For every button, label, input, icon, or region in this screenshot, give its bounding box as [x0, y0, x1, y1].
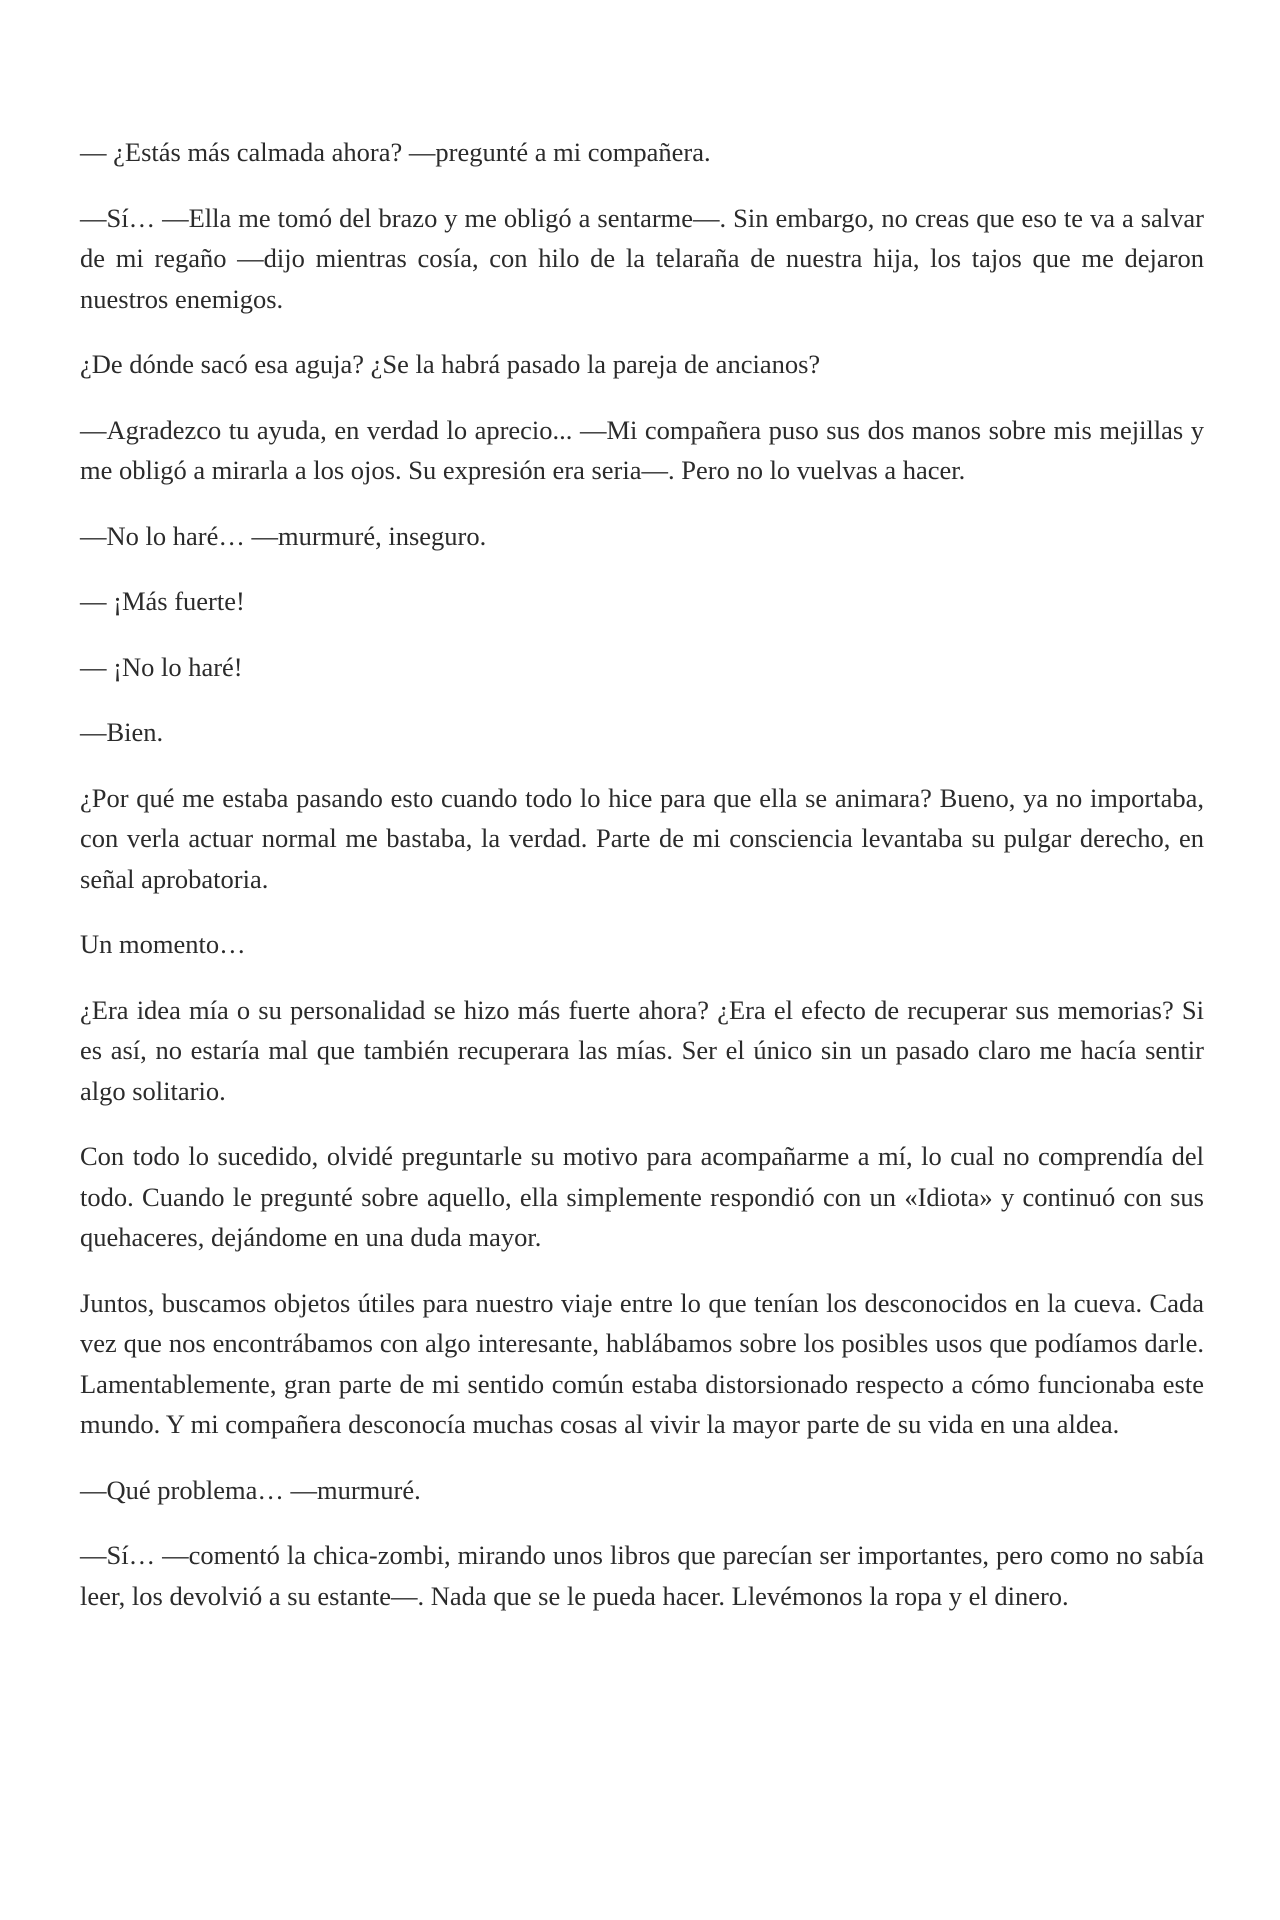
paragraph-1: — ¿Estás más calmada ahora? —pregunté a mi compañera.: [80, 137, 711, 167]
paragraph-6: — ¡Más fuerte!: [80, 586, 245, 616]
paragraph-5: —No lo haré… —murmuré, inseguro.: [80, 520, 487, 551]
paragraph-11: ¿Era idea mía o su personalidad se hizo más fuerte ahora? ¿Era el efecto de recuperar sus memorias? Si es así, no estaría mal que también recuperara las mías. Ser el único sin un pasado claro me hacía sentir algo solitario.: [80, 994, 1204, 1106]
paragraph-15: —Sí… —comentó la chica-zombi, mirando unos libros que parecían ser importantes, pero como no sabía leer, los devolvió a su estante—. Nada que se le pueda hacer. Llevémonos la ropa y el dinero.: [80, 1540, 1204, 1611]
paragraph-8: —Bien.: [80, 717, 164, 747]
paragraph-7: — ¡No lo haré!: [80, 651, 243, 682]
paragraph-3: ¿De dónde sacó esa aguja? ¿Se la habrá pasado la pareja de ancianos?: [80, 349, 821, 379]
paragraph-4: —Agradezco tu ayuda, en verdad lo aprecio... —Mi compañera puso sus dos manos sobre mis mejillas y me obligó a mirarla a los ojos. Su expresión era seria—. Pero no lo vuelvas a hacer.: [80, 414, 1204, 485]
paragraph-12: Con todo lo sucedido, olvidé preguntarle su motivo para acompañarme a mí, lo cual no comprendía del todo. Cuando le pregunté sobre aquello, ella simplemente respondió con un «Idiota» y continuó con sus quehaceres, dejándome en una duda mayor.: [80, 1141, 1204, 1252]
paragraph-10: Un momento…: [80, 929, 246, 959]
paragraph-9: ¿Por qué me estaba pasando esto cuando todo lo hice para que ella se animara? Bueno, ya no importaba, con verla actuar normal me bastaba, la verdad. Parte de mi consciencia levantaba su pulgar derecho, en señal aprobatoria.: [80, 782, 1204, 894]
paragraph-13: Juntos, buscamos objetos útiles para nuestro viaje entre lo que tenían los desconocidos en la cueva. Cada vez que nos encontrábamos con algo interesante, hablábamos sobre los posibles usos que podíamos darle. Lamentablemente, gran parte de mi sentido común estaba distorsionado respecto a cómo funcionaba este mundo. Y mi compañera desconocía muchas cosas al vivir la mayor parte de su vida en una aldea.: [80, 1287, 1204, 1439]
paragraph-14: —Qué problema… —murmuré.: [80, 1474, 421, 1505]
document-page: [80, 132, 1204, 1641]
paragraph-2: —Sí… —Ella me tomó del brazo y me obligó a sentarme—. Sin embargo, no creas que eso te va a salvar de mi regaño —dijo mientras cosía, con hilo de la telaraña de nuestra hija, los tajos que me dejaron nuestros enemigos.: [80, 202, 1204, 314]
